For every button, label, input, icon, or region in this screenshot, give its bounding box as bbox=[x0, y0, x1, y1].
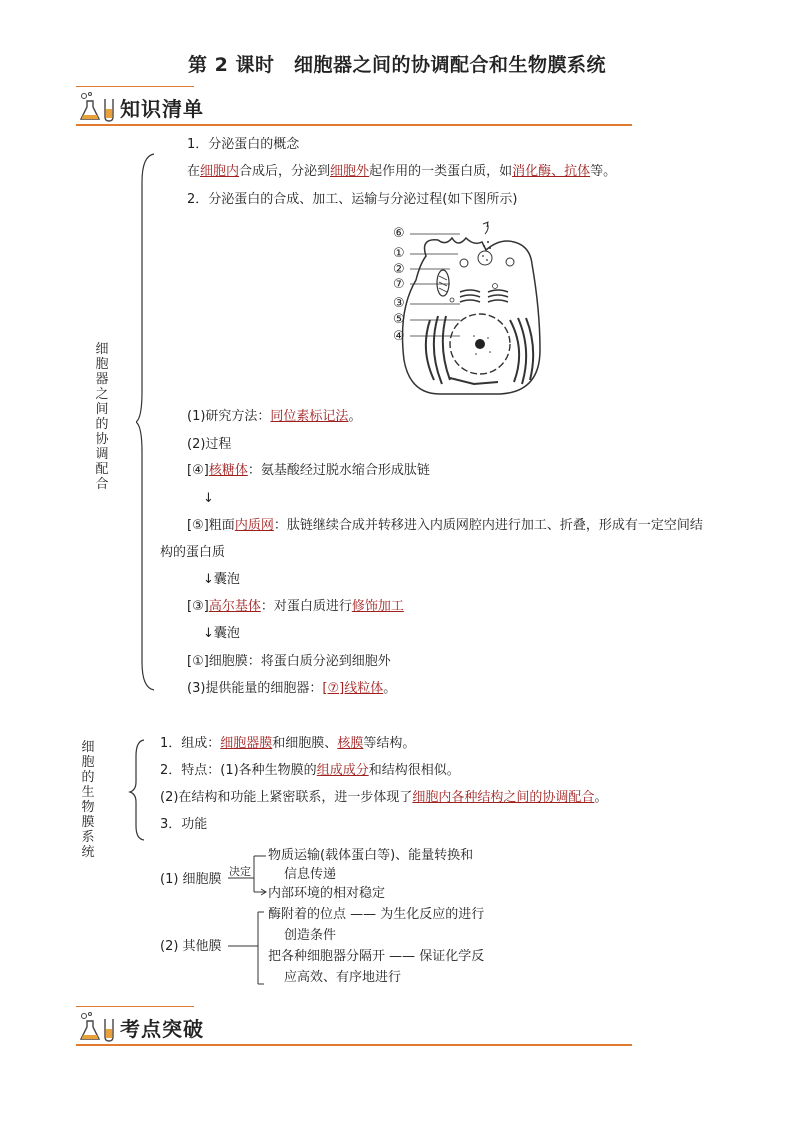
answer-mitochondria: [⑦]线粒体 bbox=[322, 681, 384, 696]
research-method: (1)研究方法：同位素标记法。 bbox=[187, 409, 362, 424]
header-rule bbox=[76, 124, 632, 126]
answer-composition: 组成成分 bbox=[316, 763, 369, 778]
membrane-features-1: 2．特点：(1)各种生物膜的组成成分和结构很相似。 bbox=[160, 763, 460, 778]
answer-outside-cell: 细胞外 bbox=[330, 164, 370, 179]
section-header-knowledge bbox=[76, 90, 632, 126]
answer-ribosome: 核糖体 bbox=[208, 463, 248, 478]
secretory-protein-definition: 在细胞内合成后，分泌到细胞外起作用的一类蛋白质，如消化酶、抗体等。 bbox=[187, 164, 617, 179]
item2-title: 2．分泌蛋白的合成、加工、运输与分泌过程(如下图所示) bbox=[187, 192, 518, 207]
cell-membrane-function-1-cont: 信息传递 bbox=[284, 867, 337, 882]
process-step-er-cont: 构的蛋白质 bbox=[160, 545, 226, 560]
diagram-label-4: ④ bbox=[393, 329, 405, 344]
cell-membrane-function-1: 物质运输(载体蛋白等)、能量转换和 bbox=[268, 848, 474, 863]
answer-examples: 消化酶、抗体 bbox=[512, 164, 591, 179]
group1-side-label: 细胞器之间的协调配合 bbox=[95, 342, 109, 492]
group2-brace bbox=[128, 738, 146, 842]
cell-membrane-bracket bbox=[228, 848, 268, 896]
membrane-functions-title: 3．功能 bbox=[160, 817, 208, 832]
energy-organelle: (3)提供能量的细胞器：[⑦]线粒体。 bbox=[187, 681, 397, 696]
answer-isotope-labeling: 同位素标记法 bbox=[270, 409, 349, 424]
answer-coordination: 细胞内各种结构之间的协调配合 bbox=[412, 790, 595, 805]
process-step-ribosome: [④]核糖体：氨基酸经过脱水缩合形成肽链 bbox=[187, 463, 430, 478]
diagram-label-2: ② bbox=[393, 262, 405, 277]
process-title: (2)过程 bbox=[187, 437, 232, 452]
other-membrane-bracket bbox=[228, 908, 268, 990]
answer-organelle-membrane: 细胞器膜 bbox=[220, 736, 273, 751]
diagram-label-3: ③ bbox=[393, 296, 405, 311]
header-rule bbox=[76, 1044, 632, 1046]
answer-nuclear-membrane: 核膜 bbox=[337, 736, 364, 751]
group1-brace bbox=[136, 152, 156, 692]
other-membrane-function-2-cont: 应高效、有序地进行 bbox=[284, 970, 402, 985]
other-membrane-function-1: 酶附着的位点 —— 为生化反应的进行 bbox=[268, 907, 485, 922]
cell-membrane-label: (1) 细胞膜 bbox=[160, 872, 222, 887]
page-title: 第 2 课时 细胞器之间的协调配合和生物膜系统 bbox=[188, 54, 606, 76]
answer-inside-cell: 细胞内 bbox=[200, 164, 240, 179]
answer-er: 内质网 bbox=[234, 518, 274, 533]
diagram-label-5: ⑤ bbox=[393, 312, 405, 327]
lab-flask-icon bbox=[78, 1011, 116, 1043]
process-arrow-vesicle-2: ↓囊泡 bbox=[203, 626, 240, 641]
process-arrow-vesicle-1: ↓囊泡 bbox=[203, 572, 240, 587]
section-heading-knowledge-list: 知识清单 bbox=[120, 97, 204, 121]
answer-golgi: 高尔基体 bbox=[208, 599, 261, 614]
cell-membrane-function-2: 内部环境的相对稳定 bbox=[268, 886, 386, 901]
section-heading-exam-points: 考点突破 bbox=[120, 1017, 204, 1041]
membrane-features-2: (2)在结构和功能上紧密联系，进一步体现了细胞内各种结构之间的协调配合。 bbox=[160, 790, 608, 805]
process-step-golgi: [③]高尔基体：对蛋白质进行修饰加工 bbox=[187, 599, 404, 614]
membrane-composition: 1．组成：细胞器膜和细胞膜、核膜等结构。 bbox=[160, 736, 416, 751]
other-membrane-function-1-cont: 创造条件 bbox=[284, 928, 337, 943]
process-step-er: [⑤]粗面内质网：肽链继续合成并转移进入内质网腔内进行加工、折叠，形成有一定空间结 bbox=[187, 518, 703, 533]
process-step-membrane: [①]细胞膜：将蛋白质分泌到细胞外 bbox=[187, 654, 391, 669]
header-top-rule bbox=[76, 1006, 194, 1007]
other-membrane-function-2: 把各种细胞器分隔开 —— 保证化学反 bbox=[268, 949, 485, 964]
section-header-exam-points bbox=[76, 1010, 632, 1046]
diagram-label-1: ① bbox=[393, 246, 405, 261]
diagram-label-7: ⑦ bbox=[393, 277, 405, 292]
group2-side-label: 细胞的生物膜系统 bbox=[81, 740, 95, 860]
header-top-rule bbox=[76, 86, 194, 87]
other-membrane-label: (2) 其他膜 bbox=[160, 939, 222, 954]
answer-modification: 修饰加工 bbox=[351, 599, 404, 614]
item1-title: 1．分泌蛋白的概念 bbox=[187, 137, 300, 152]
lab-flask-icon bbox=[78, 91, 116, 123]
process-arrow-1: ↓ bbox=[203, 491, 214, 506]
diagram-label-6: ⑥ bbox=[393, 226, 405, 241]
decide-label: 决定 bbox=[229, 865, 251, 878]
